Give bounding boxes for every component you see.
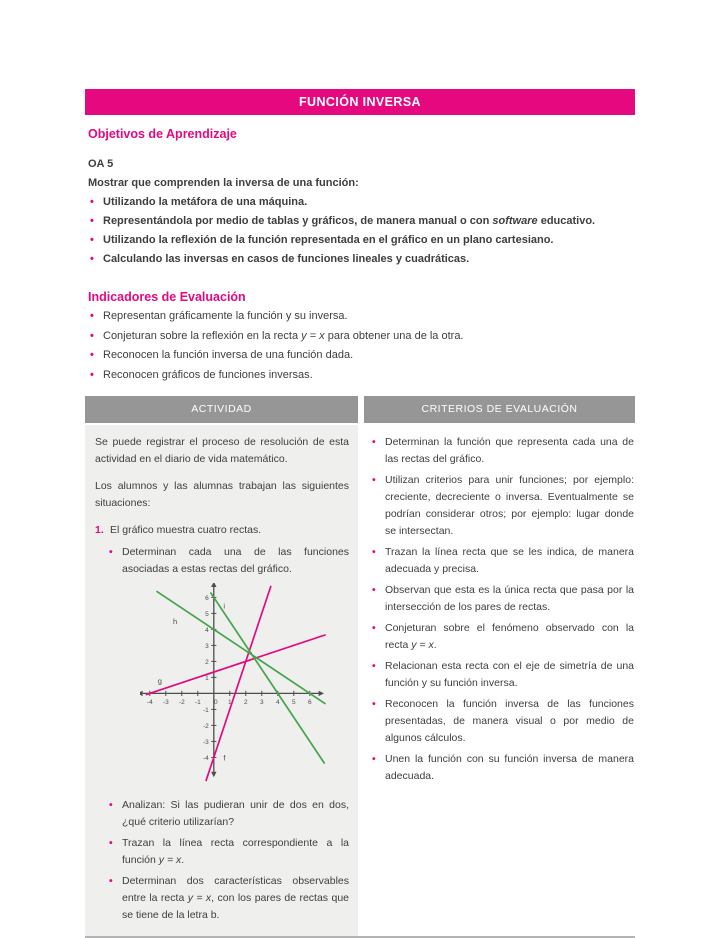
activity-table: [85, 396, 635, 938]
svg-text:-4: -4: [146, 698, 153, 706]
four-lines-graph: [140, 583, 326, 783]
svg-text:h: h: [173, 616, 178, 626]
svg-text:g: g: [157, 676, 162, 686]
svg-text:f: f: [223, 753, 226, 763]
activity-paragraph: Se puede registrar el proceso de resolución de esta actividad en el diario de vida matemático.: [95, 436, 349, 465]
svg-text:5: 5: [291, 698, 296, 706]
activity-column-header: ACTIVIDAD: [85, 396, 358, 423]
criteria-bullet: • Observan que esta es la única recta que pasa por la intersección de los pares de rectas.: [372, 582, 634, 616]
svg-text:3: 3: [205, 642, 209, 650]
svg-text:-3: -3: [203, 738, 209, 746]
page-title: FUNCIÓN INVERSA: [85, 89, 635, 115]
indicator-item: • Reconocen la función inversa de una función dada.: [90, 346, 635, 366]
svg-text:1: 1: [205, 674, 209, 682]
criteria-list: [372, 434, 634, 785]
svg-text:1: 1: [227, 698, 232, 706]
worksheet-page: [85, 89, 635, 938]
svg-text:-3: -3: [162, 698, 169, 706]
objective-item: • Representándola por medio de tablas y gráficos, de manera manual o con software educativo.: [90, 212, 635, 231]
indicators-heading: Indicadores de Evaluación: [88, 290, 246, 304]
svg-text:5: 5: [205, 610, 209, 618]
activity-paragraph: Los alumnos y las alumnas trabajan las siguientes situaciones:: [95, 480, 349, 509]
indicator-item: • Conjeturan sobre la reflexión en la recta y = x para obtener una de la otra.: [90, 327, 635, 347]
svg-text:i: i: [223, 601, 226, 611]
indicator-item: • Reconocen gráficos de funciones inversas.: [90, 366, 635, 386]
svg-text:-1: -1: [203, 706, 209, 714]
objectives-list: [90, 193, 635, 269]
svg-text:-1: -1: [194, 698, 201, 706]
svg-text:0: 0: [213, 698, 218, 706]
oa-code: OA 5: [88, 158, 114, 170]
activity-bullet: • Trazan la línea recta correspondiente a la función y = x.: [109, 835, 349, 869]
criteria-bullet: • Determinan la función que representa cada una de las rectas del gráfico.: [372, 434, 634, 468]
activity-sublist: [109, 544, 349, 578]
svg-text:6: 6: [307, 698, 312, 706]
activity-bullet: • Determinan cada una de las funciones asociadas a estas rectas del gráfico.: [109, 544, 349, 578]
criteria-bullet: • Trazan la línea recta que se les indica, de manera adecuada y precisa.: [372, 544, 634, 578]
table-body-row: [85, 425, 635, 936]
activity-numbered-item: 1. El gráfico muestra cuatro rectas.: [95, 522, 349, 539]
objectives-heading: Objetivos de Aprendizaje: [88, 127, 237, 141]
criteria-bullet: • Unen la función con su función inversa de manera adecuada.: [372, 751, 634, 785]
svg-text:3: 3: [259, 698, 264, 706]
criteria-bullet: • Relacionan esta recta con el eje de simetría de una función y su función inversa.: [372, 658, 634, 692]
activity-bullet: • Analizan: Si las pudieran unir de dos en dos, ¿qué criterio utilizarían?: [109, 797, 349, 831]
indicator-item: • Representan gráficamente la función y su inversa.: [90, 307, 635, 327]
svg-text:4: 4: [205, 626, 209, 634]
criteria-cell: [364, 425, 635, 936]
objective-item: • Calculando las inversas en casos de funciones lineales y cuadráticas.: [90, 250, 635, 269]
objective-item: • Utilizando la reflexión de la función representada en el gráfico en un plano cartesiano.: [90, 231, 635, 250]
activity-sublist: [109, 797, 349, 924]
objective-item: • Utilizando la metáfora de una máquina.: [90, 193, 635, 212]
objectives-intro: Mostrar que comprenden la inversa de una función:: [88, 177, 359, 189]
activity-bullet: • Determinan dos características observables entre la recta y = x, con los pares de rectas que se tiene de la letra b.: [109, 873, 349, 924]
criteria-bullet: • Conjeturan sobre el fenómeno observado con la recta y = x.: [372, 620, 634, 654]
criteria-bullet: • Reconocen la función inversa de las funciones presentadas, de manera visual o por medio de algunos cálculos.: [372, 696, 634, 747]
table-header-row: [85, 396, 635, 423]
svg-text:-4: -4: [203, 754, 209, 762]
svg-text:4: 4: [275, 698, 280, 706]
svg-text:-2: -2: [178, 698, 185, 706]
indicators-list: [90, 307, 635, 385]
criteria-column-header: CRITERIOS DE EVALUACIÓN: [364, 396, 635, 423]
graph-container: [140, 583, 349, 789]
criteria-bullet: • Utilizan criterios para unir funciones; por ejemplo: creciente, decreciente o inversa. Eventualmente se podrían considerar otros; por ejemplo: lugar donde se intersectan.: [372, 472, 634, 540]
svg-text:6: 6: [205, 594, 209, 602]
svg-text:-2: -2: [203, 722, 209, 730]
svg-text:2: 2: [243, 698, 248, 706]
svg-text:2: 2: [205, 658, 209, 666]
activity-cell: [85, 425, 358, 936]
item-number: 1.: [95, 524, 104, 536]
